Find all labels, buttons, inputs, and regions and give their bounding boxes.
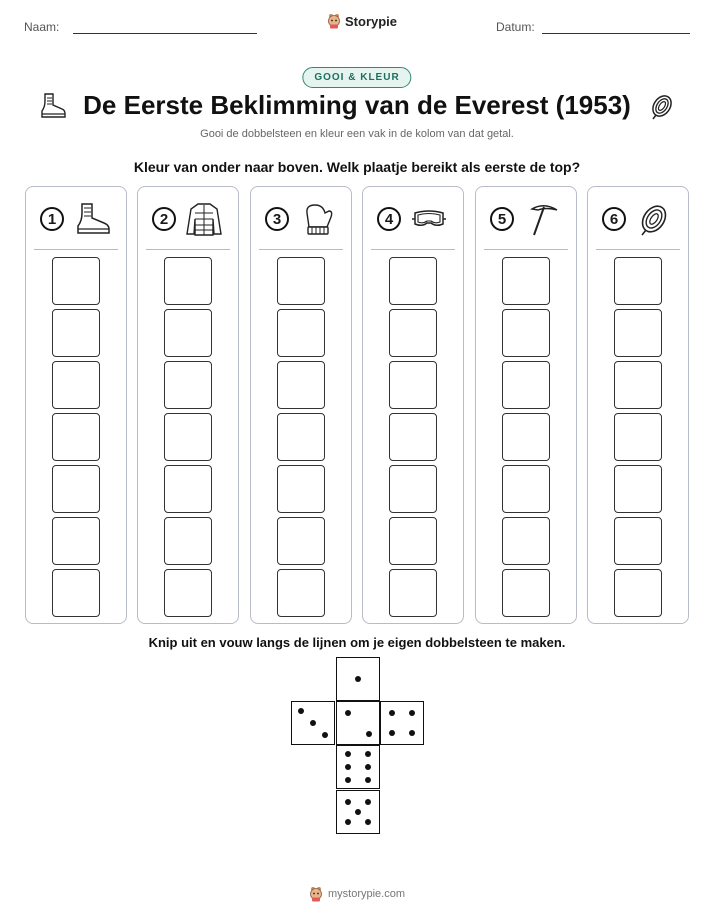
column-divider (371, 249, 455, 250)
color-box[interactable] (502, 309, 550, 357)
column-number: 4 (377, 207, 401, 231)
footer-url: mystorypie.com (327, 888, 406, 900)
color-box[interactable] (164, 465, 212, 513)
jacket-icon (184, 201, 224, 237)
color-box[interactable] (614, 465, 662, 513)
subtitle: Gooi de dobbelsteen en kleur een vak in de kolom van dat getal. (200, 128, 514, 140)
column-number: 2 (152, 207, 176, 231)
column-number: 1 (40, 207, 64, 231)
column-4 (362, 186, 464, 624)
color-box[interactable] (389, 257, 437, 305)
column-5 (475, 186, 577, 624)
die-pip (345, 799, 351, 805)
activity-badge: GOOI & KLEUR (302, 67, 411, 88)
color-box[interactable] (502, 361, 550, 409)
date-line (542, 33, 690, 34)
column-2 (137, 186, 239, 624)
die-face-3 (291, 701, 335, 745)
name-line (73, 33, 257, 34)
mitten-icon (297, 201, 337, 237)
die-pip (409, 710, 415, 716)
color-box[interactable] (52, 569, 100, 617)
color-box[interactable] (277, 465, 325, 513)
brand-name: Storypie (345, 13, 398, 29)
die-pip (345, 751, 351, 757)
column-divider (596, 249, 680, 250)
color-box[interactable] (52, 361, 100, 409)
storypie-mascot-icon (309, 886, 323, 902)
color-box[interactable] (277, 309, 325, 357)
column-divider (259, 249, 343, 250)
boot-icon (37, 91, 67, 121)
color-box[interactable] (277, 257, 325, 305)
color-box[interactable] (52, 413, 100, 461)
color-box[interactable] (52, 257, 100, 305)
die-face-5 (336, 790, 380, 834)
die-pip (310, 720, 316, 726)
color-box[interactable] (614, 309, 662, 357)
title-row (0, 90, 714, 121)
color-box[interactable] (502, 257, 550, 305)
column-3 (250, 186, 352, 624)
color-box[interactable] (164, 309, 212, 357)
goggles-icon (409, 201, 449, 237)
ice-axe-icon (522, 201, 562, 237)
die-pip (322, 732, 328, 738)
die-face-6 (336, 745, 380, 789)
color-box[interactable] (164, 413, 212, 461)
color-box[interactable] (164, 569, 212, 617)
die-pip (366, 731, 372, 737)
rope-icon (647, 91, 677, 121)
name-label: Naam: (24, 20, 60, 34)
color-box[interactable] (502, 465, 550, 513)
die-pip (345, 710, 351, 716)
color-box[interactable] (502, 517, 550, 565)
column-number: 6 (602, 207, 626, 231)
color-box[interactable] (277, 569, 325, 617)
color-box[interactable] (389, 361, 437, 409)
page-title: De Eerste Beklimming van de Everest (1953) (83, 90, 631, 120)
column-divider (484, 249, 568, 250)
die-pip (345, 777, 351, 783)
die-face-2 (336, 701, 380, 745)
die-pip (355, 676, 361, 682)
column-number: 3 (265, 207, 289, 231)
die-pip (345, 764, 351, 770)
die-pip (365, 799, 371, 805)
die-pip (345, 819, 351, 825)
color-box[interactable] (277, 517, 325, 565)
color-box[interactable] (52, 309, 100, 357)
storypie-mascot-icon (327, 13, 341, 29)
boot-icon (72, 201, 112, 237)
color-box[interactable] (614, 361, 662, 409)
color-box[interactable] (614, 517, 662, 565)
die-pip (365, 777, 371, 783)
die-pip (298, 708, 304, 714)
brand-logo (327, 13, 397, 29)
die-face-4 (380, 701, 424, 745)
color-box[interactable] (277, 361, 325, 409)
die-pip (389, 730, 395, 736)
color-box[interactable] (164, 361, 212, 409)
rope-icon (634, 201, 674, 237)
die-pip (365, 751, 371, 757)
footer (0, 886, 714, 902)
die-pip (365, 819, 371, 825)
die-face-1 (336, 657, 380, 701)
color-box[interactable] (389, 517, 437, 565)
column-divider (34, 249, 118, 250)
instruction: Kleur van onder naar boven. Welk plaatje bereikt als eerste de top? (133, 159, 581, 175)
column-1 (25, 186, 127, 624)
color-box[interactable] (389, 569, 437, 617)
color-box[interactable] (502, 569, 550, 617)
color-box[interactable] (502, 413, 550, 461)
color-box[interactable] (614, 257, 662, 305)
column-number: 5 (490, 207, 514, 231)
cut-instruction: Knip uit en vouw langs de lijnen om je eigen dobbelsteen te maken. (148, 635, 566, 650)
die-pip (355, 809, 361, 815)
color-box[interactable] (389, 309, 437, 357)
color-box[interactable] (389, 465, 437, 513)
column-divider (146, 249, 230, 250)
color-box[interactable] (164, 517, 212, 565)
color-box[interactable] (614, 413, 662, 461)
color-box[interactable] (52, 517, 100, 565)
color-box[interactable] (277, 413, 325, 461)
date-label: Datum: (496, 20, 535, 34)
die-pip (365, 764, 371, 770)
die-pip (409, 730, 415, 736)
color-box[interactable] (164, 257, 212, 305)
column-6 (587, 186, 689, 624)
die-pip (389, 710, 395, 716)
color-box[interactable] (614, 569, 662, 617)
color-box[interactable] (389, 413, 437, 461)
color-box[interactable] (52, 465, 100, 513)
